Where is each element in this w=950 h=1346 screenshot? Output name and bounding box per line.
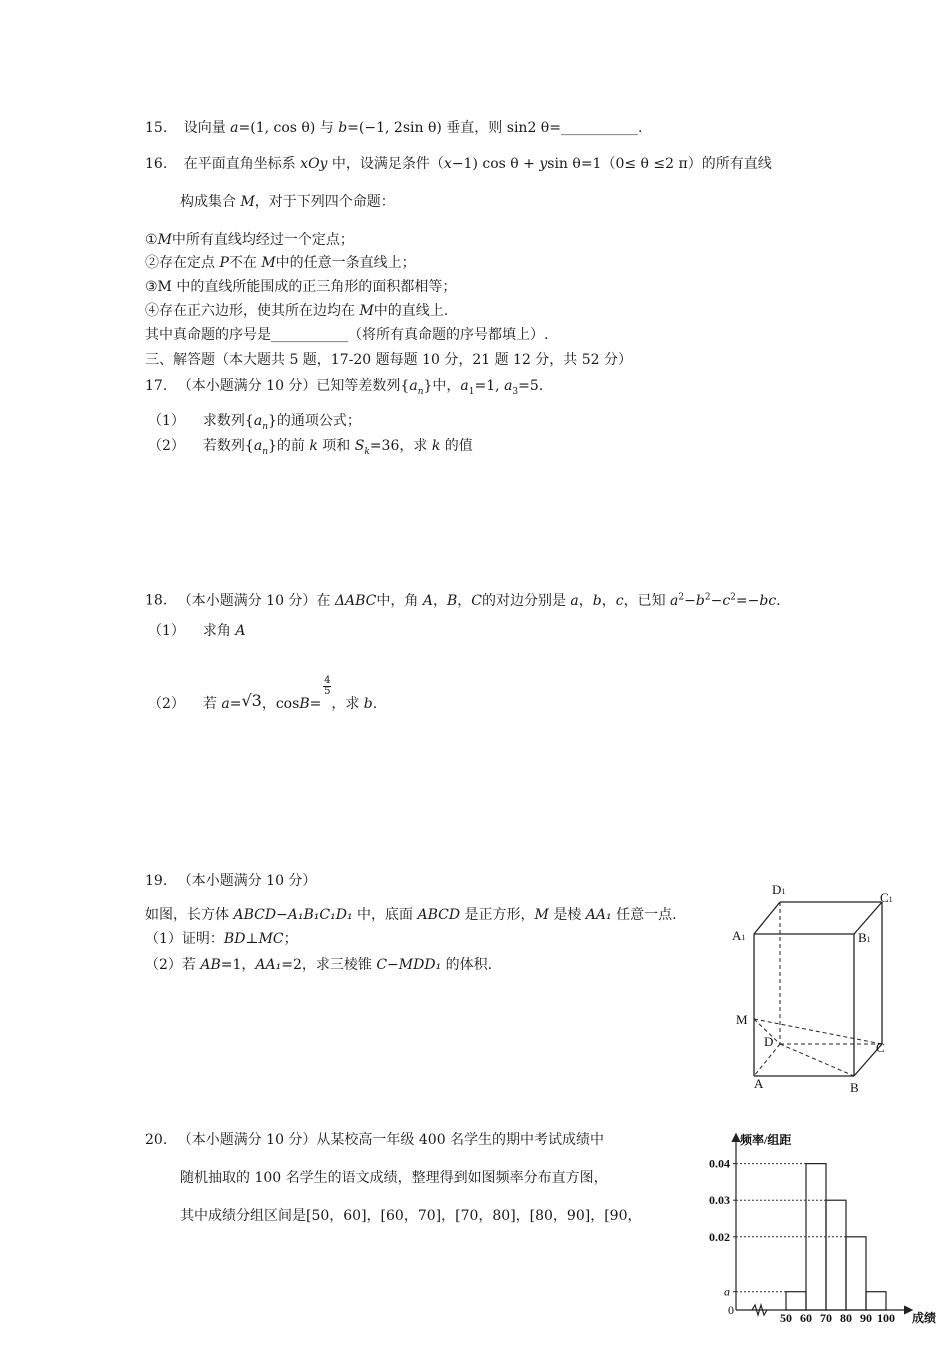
x-tick-label-80: 80	[840, 1311, 852, 1325]
x-tick-label-90: 90	[860, 1311, 872, 1325]
question-17	[145, 376, 543, 402]
q18-text: （本小题满分 10 分）在 ΔABC中，角 A，B，C的对边分别是 a，b，c，已知 $a^2-b^2-c^2=-bc$.	[177, 592, 781, 609]
y-axis-arrow	[732, 1134, 740, 1142]
fraction-4-5: $\frac{4}{5}$	[324, 675, 331, 697]
histogram-bar-5	[866, 1292, 886, 1310]
q16-answer-line: 其中真命题的序号是___________（将所有真命题的序号都填上）.	[145, 327, 549, 343]
question-15	[145, 118, 642, 138]
edge-D1-A1	[754, 902, 780, 934]
x-tick-label-100: 100	[877, 1311, 895, 1325]
question-20	[145, 1130, 604, 1150]
histogram-bar-1	[786, 1292, 806, 1310]
segment-D-B	[780, 1044, 854, 1076]
label-D1: D1	[772, 882, 786, 897]
frequency-histogram	[700, 1128, 945, 1328]
label-A: A	[754, 1076, 764, 1091]
q20-text-line2: 随机抽取的 100 名学生的语文成绩，整理得到如图频率分布直方图，	[180, 1170, 608, 1186]
q19-sub-1: （1）证明：BD⊥MC；	[145, 931, 298, 947]
y-tick-label-4: 0.04	[709, 1156, 730, 1171]
q15-answer-blank: ___________	[560, 120, 638, 136]
q16-number: 16.	[145, 156, 168, 172]
q15-text: 设向量 a=(1, cos θ) 与 b=(−1, 2sin θ) 垂直，则 sin2 θ=___________.	[183, 120, 643, 136]
q19-stem: 如图，长方体 ABCD−A₁B₁C₁D₁ 中，底面 ABCD 是正方形，M 是棱 AA₁ 任意一点.	[145, 907, 677, 923]
q18-sub-1: （1） 求角 A	[148, 623, 246, 639]
q16-answer-blank: ___________	[271, 327, 348, 343]
x-axis-label: 成绩	[912, 1311, 937, 1325]
q16-proposition-2: ②存在定点 P不在 M中的任意一条直线上；	[145, 255, 416, 271]
x-axis-arrow	[904, 1306, 912, 1314]
cuboid-figure	[728, 876, 908, 1098]
q16-proposition-3: ③M 中的直线所能围成的正三角形的面积都相等；	[145, 279, 457, 295]
q17-sub-1: （1） 求数列$\{a_n\}$的通项公式；	[148, 413, 361, 432]
q17-text: （本小题满分 10 分）已知等差数列$\{a_n\}$中，$a_1=1$, $a_3=5$.	[177, 378, 544, 397]
y-tick-label-1: a	[724, 1284, 730, 1299]
label-C1: C1	[880, 890, 893, 905]
q16-text-line2: 构成集合 M，对于下列四个命题：	[180, 194, 395, 210]
label-B: B	[850, 1080, 859, 1095]
section-3-heading: 三、解答题（本大题共 5 题，17-20 题每题 10 分，21 题 12 分，共 52 分）	[145, 352, 633, 368]
q19-number: 19.	[145, 873, 168, 889]
question-16	[145, 154, 772, 174]
sqrt-3: √3	[241, 691, 262, 710]
q18-sub-2: （2） 若 a=√3，cosB= $\frac{4}{5}$ ，求 b.	[148, 675, 378, 712]
q16-proposition-4: ④存在正六边形，使其所在边均在 M中的直线上.	[145, 303, 449, 319]
histogram-bar-4	[846, 1237, 866, 1310]
q17-sub-2: （2） 若数列$\{a_n\}$的前 k 项和 $S_k=36$，求 k 的值	[148, 438, 473, 457]
q20-text-line3: 其中成绩分组区间是[50，60]，[60，70]，[70，80]，[80，90]，[90，	[180, 1208, 642, 1224]
q18-number: 18.	[145, 592, 168, 609]
y-tick-label-2: 0.02	[709, 1229, 730, 1244]
histogram-bar-3	[826, 1200, 846, 1310]
q17-number: 17.	[145, 378, 168, 394]
q20-text-line1: （本小题满分 10 分）从某校高一年级 400 名学生的期中考试成绩中	[177, 1132, 605, 1148]
question-18	[145, 587, 781, 611]
label-M: M	[736, 1012, 748, 1027]
q15-number: 15.	[145, 120, 168, 136]
origin-label: 0	[728, 1303, 734, 1317]
label-B1: B1	[858, 930, 871, 945]
x-tick-label-50: 50	[780, 1311, 792, 1325]
label-A1: A1	[732, 928, 746, 943]
y-tick-label-3: 0.03	[709, 1193, 730, 1208]
q16-text-line1: 在平面直角坐标系 xOy 中，设满足条件（x−1) cos θ + ysin θ=1（0≤ θ ≤2 π）的所有直线	[183, 156, 772, 172]
x-tick-label-60: 60	[800, 1311, 812, 1325]
q20-number: 20.	[145, 1132, 168, 1148]
q19-sub-2: （2）若 AB=1，AA₁=2，求三棱锥 C−MDD₁ 的体积.	[145, 957, 493, 973]
q16-proposition-1: ①M中所有直线均经过一个定点；	[145, 232, 354, 248]
label-C: C	[876, 1040, 885, 1055]
question-19	[145, 871, 316, 891]
y-axis-label: 频率/组距	[740, 1133, 792, 1147]
q19-title: （本小题满分 10 分）	[177, 873, 317, 889]
x-tick-label-70: 70	[820, 1311, 832, 1325]
label-D: D	[764, 1034, 774, 1049]
